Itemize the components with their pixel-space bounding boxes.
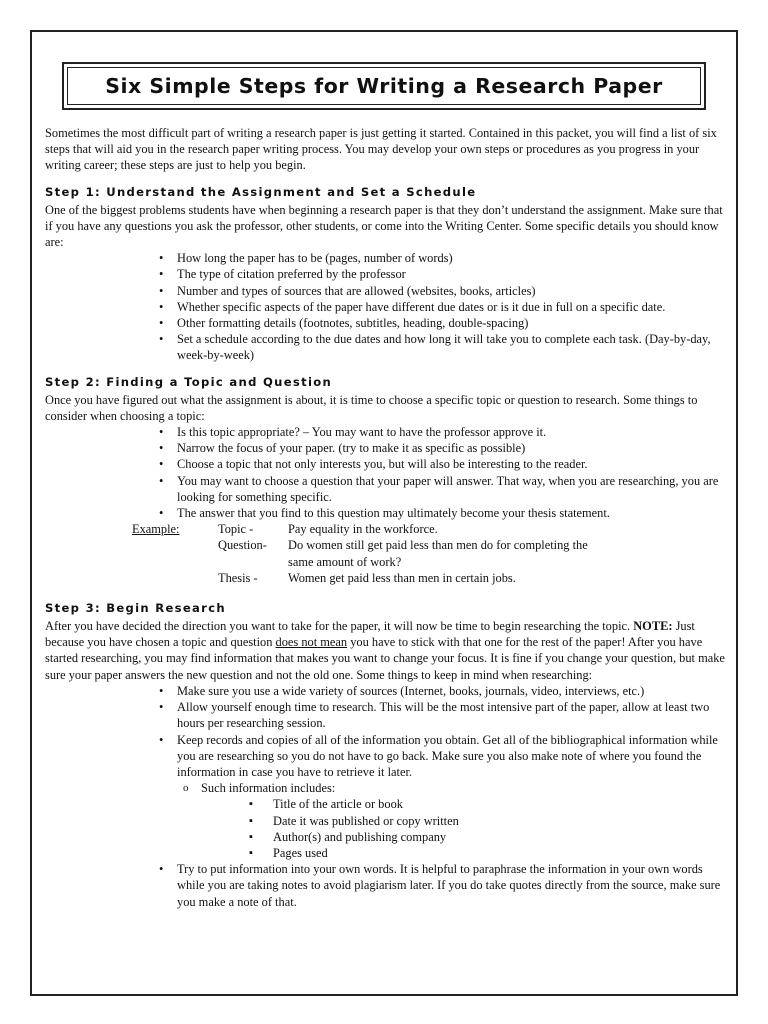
example-label: Example: (132, 522, 180, 537)
example-table (132, 521, 725, 586)
list-item: • Allow yourself enough time to research. This will be the most intensive part of the paper, allow at least two hours per researching session. (177, 699, 725, 731)
page-title: Six Simple Steps for Writing a Research Paper (67, 67, 701, 105)
question-value: Do women still get paid less than men do for completing the same amount of work? (288, 538, 588, 569)
list-item: • The type of citation preferred by the professor (177, 266, 725, 282)
note-label: NOTE: (633, 619, 673, 634)
step3-paragraph: After you have decided the direction you want to take for the paper, it will now be time to begin researching the topic. NOTE: Just because you have chosen a topic and question does not mean you have to stick with that one for the rest of the paper! After you have started researching, you may find information that makes you want to change your focus. It is fine if you change your question, but make sure your paper answers the new question and not the old one. Some things to keep in mind when researching: (45, 619, 725, 682)
step1-heading: Step 1: Understand the Assignment and Set a Schedule (45, 184, 477, 199)
list-item: • Keep records and copies of all of the information you obtain. Get all of the bibliographical information while you are researching so you do not have to go back. Make sure you also make note of where you found the information in case you have to retrieve it later. o Such information includes: ▪ Title of the article or book ▪ Date it was published or copy written ▪ Author(s) and publishing company ▪ Pages used (177, 732, 725, 862)
title-box (62, 62, 706, 110)
list-item: • How long the paper has to be (pages, number of words) (177, 250, 725, 266)
step1-list (45, 250, 725, 363)
thesis-label: Thesis - (218, 570, 258, 585)
list-item: • Make sure you use a wide variety of sources (Internet, books, journals, video, interviews, etc.) (177, 683, 725, 699)
sub-sub-list (201, 796, 725, 861)
list-item: • The answer that you find to this question may ultimately become your thesis statement. (177, 505, 725, 521)
topic-value: Pay equality in the workforce. (288, 522, 438, 537)
question-label: Question- (218, 538, 267, 553)
list-item: • Narrow the focus of your paper. (try to make it as specific as possible) (177, 440, 725, 456)
list-item: • Choose a topic that not only interests you, but will also be interesting to the reader. (177, 456, 725, 472)
thesis-value: Women get paid less than men in certain jobs. (288, 570, 516, 585)
step1-paragraph: One of the biggest problems students have when beginning a research paper is that they don’t understand the assignment. Make sure that if you have any questions you ask the professor, other students, or come into the Writing Center. Some specific details you should know are: (45, 202, 723, 250)
sub-sub-list-item: ▪ Pages used (273, 845, 725, 861)
document-body (45, 125, 725, 910)
list-item: • Set a schedule according to the due dates and how long it will take you to complete each task. (Day-by-day, week-by-week) (177, 331, 725, 363)
list-item: • Is this topic appropriate? – You may want to have the professor approve it. (177, 424, 725, 440)
list-item: • Whether specific aspects of the paper have different due dates or is it due in full on a specific date. (177, 299, 725, 315)
step3-list (45, 683, 725, 910)
list-item: • Other formatting details (footnotes, subtitles, heading, double-spacing) (177, 315, 725, 331)
sub-sub-list-item: ▪ Title of the article or book (273, 796, 725, 812)
step2-paragraph: Once you have figured out what the assignment is about, it is time to choose a specific topic or question to research. Some things to consider when choosing a topic: (45, 392, 698, 423)
step3-heading: Step 3: Begin Research (45, 601, 226, 616)
sub-sub-list-item: ▪ Date it was published or copy written (273, 813, 725, 829)
sub-list-item: o Such information includes: ▪ Title of the article or book ▪ Date it was published or copy written ▪ Author(s) and publishing company ▪ Pages used (201, 780, 725, 861)
note-underline: does not mean (275, 635, 348, 650)
list-item: • You may want to choose a question that your paper will answer. That way, when you are researching, you are looking for something specific. (177, 473, 725, 505)
step2-heading: Step 2: Finding a Topic and Question (45, 374, 333, 389)
sub-list (177, 780, 725, 861)
list-item: • Try to put information into your own words. It is helpful to paraphrase the information in your own words while you are taking notes to avoid plagiarism later. If you do take quotes directly from the source, make sure you make a note of that. (177, 861, 725, 910)
intro-paragraph: Sometimes the most difficult part of writing a research paper is just getting it started. Contained in this packet, you will find a list of six steps that will aid you in the research paper writing process. You may develop your own steps or procedures as you progress in your writing career; these steps are just to help you begin. (45, 126, 717, 173)
list-item: • Number and types of sources that are allowed (websites, books, articles) (177, 283, 725, 299)
sub-sub-list-item: ▪ Author(s) and publishing company (273, 829, 725, 845)
topic-label: Topic - (218, 522, 254, 537)
step2-list (45, 424, 725, 521)
